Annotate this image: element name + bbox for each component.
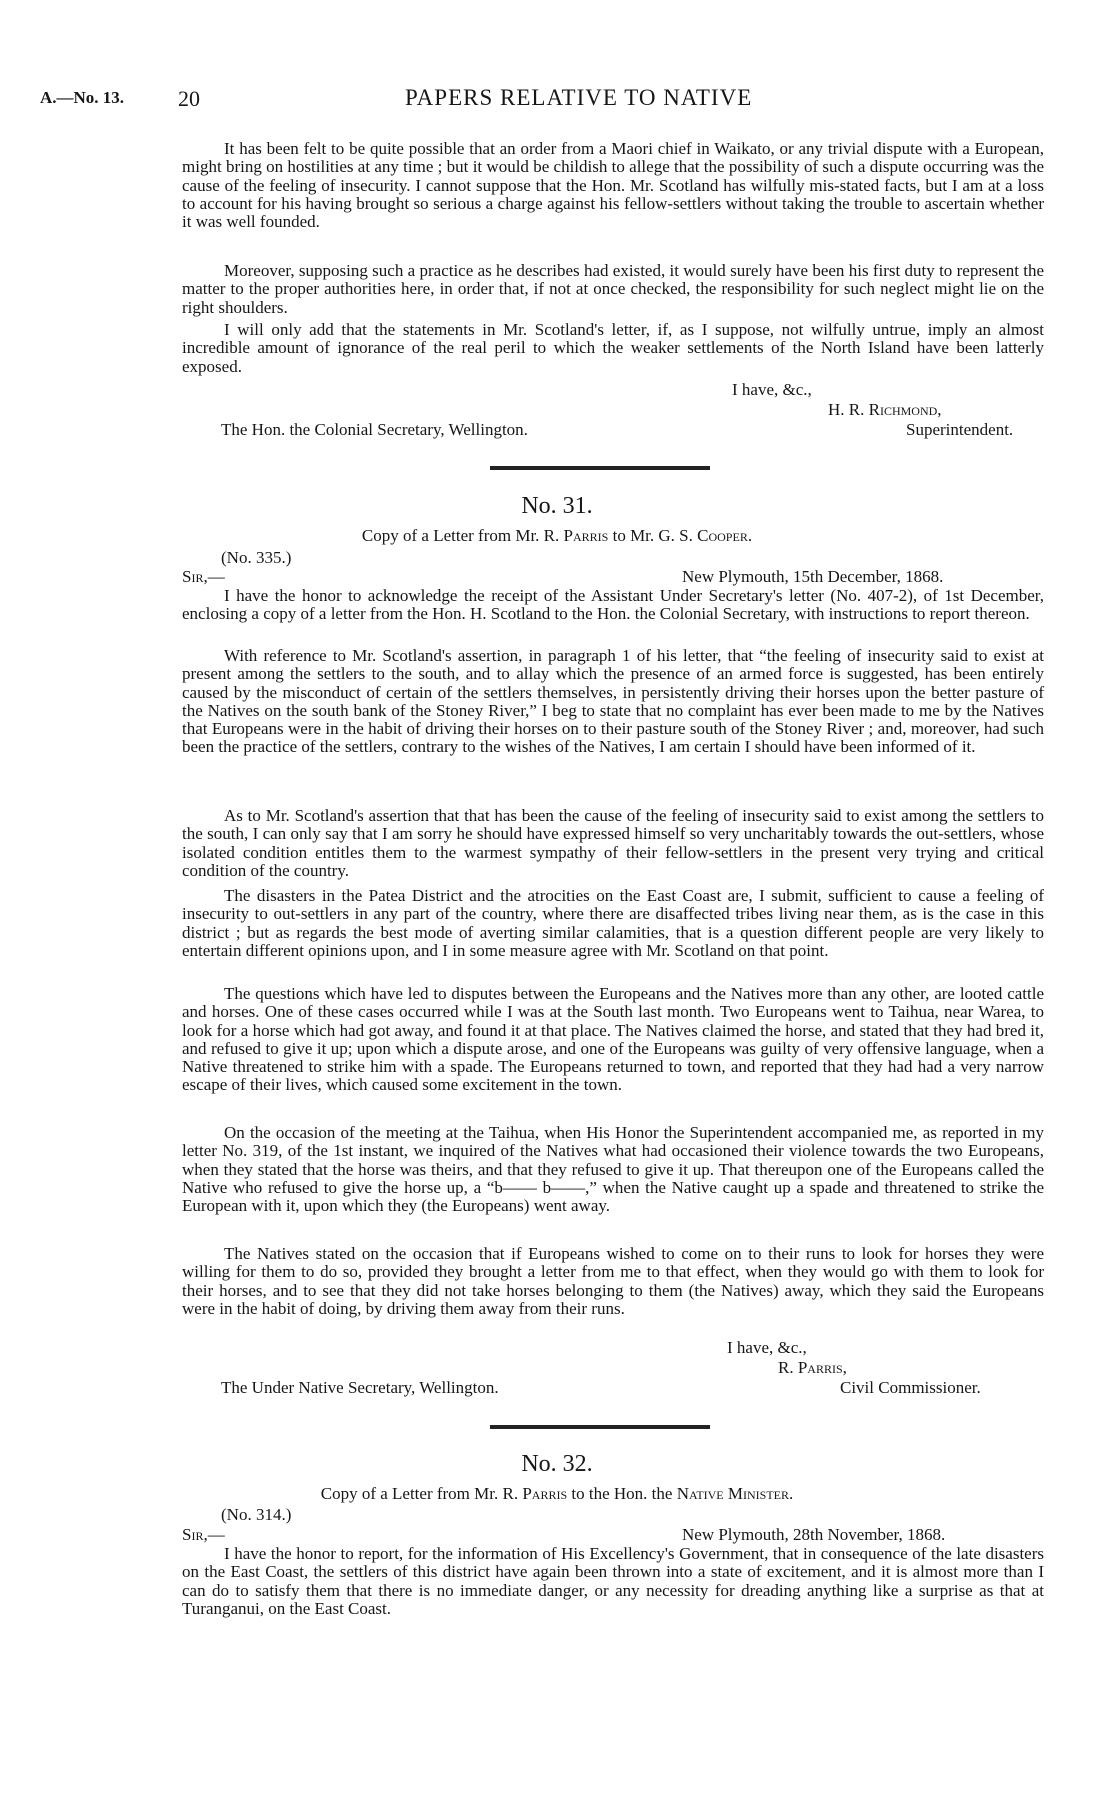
letter-32-number: No. 32.: [521, 1451, 593, 1477]
letter-30-paragraph-2: Moreover, supposing such a practice as he describes had existed, it would surely have been his first duty to represent the matter to the proper authorities here, in order that, if not at once checked, the responsibility for such neglect might lie on the right shoulders.: [182, 261, 1044, 317]
letter-31-addressee: The Under Native Secretary, Wellington.: [221, 1378, 499, 1397]
letter-31-paragraph-1: I have the honor to acknowledge the receipt of the Assistant Under Secretary's letter (No. 407-2), of 1st December, enclosing a copy of a letter from the Hon. H. Scotland to the Hon. the Colonial Secretary, with instructions to report thereon.: [182, 586, 1044, 624]
letter-30-paragraph-1: It has been felt to be quite possible that an order from a Maori chief in Waikato, or any trivial dispute with a European, might bring on hostilities at any time ; but it would be childish to allege that the possibility of such a dispute occurring was the cause of the feeling of insecurity. I cannot suppose that the Hon. Mr. Scotland has wilfully mis-stated facts, but I am at a loss to account for his having brought so serious a charge against his fellow-settlers without taking the trouble to ascertain whether it was well founded.: [182, 139, 1044, 232]
letter-31-recipient: Cooper.: [697, 526, 753, 545]
letter-31-paragraph-2: With reference to Mr. Scotland's assertion, in paragraph 1 of his letter, that “the feeling of insecurity said to exist at present among the settlers to the south, and to allay which the presence of an armed force is suggested, has been entirely caused by the misconduct of certain of the settlers themselves, in persistently driving their horses upon the better pasture of the Natives on the south bank of the Stoney River,” I beg to state that no complaint has ever been made to me by the Natives that Europeans were in the habit of driving their horses on to their pasture south of the Stoney River ; and, moreover, had such been the practice of the settlers, contrary to the wishes of the Natives, I am certain I should have been informed of it.: [182, 646, 1044, 757]
letter-31-ref: (No. 335.): [221, 548, 292, 567]
letter-30-addressee: The Hon. the Colonial Secretary, Wellington.: [221, 420, 528, 439]
letter-31-number: No. 31.: [521, 493, 593, 519]
letter-30-closing: I have, &c.,: [732, 380, 812, 399]
letter-31-paragraph-4: The disasters in the Patea District and the atrocities on the East Coast are, I submit, sufficient to cause a feeling of insecurity to out-settlers in any part of the country, where there are disaffected tribes living near them, as is the case in this district ; but as regards the best mode of averting similar calamities, that is a question different people are very likely to entertain different opinions upon, and I in some measure agree with Mr. Scotland on that point.: [182, 886, 1044, 960]
running-header: [40, 85, 1074, 118]
letter-32-paragraph-1: I have the honor to report, for the information of His Excellency's Government, that in consequence of the late disasters on the East Coast, the settlers of this district have again been thrown into a state of excitement, and it is almost more than I can do to satisfy them that there is no immediate danger, or any necessity for dreading anything like a surprise as that at Turanganui, on the East Coast.: [182, 1544, 1044, 1618]
letter-31-paragraph-7: The Natives stated on the occasion that if Europeans wished to come on to their runs to look for horses they were willing for them to do so, provided they brought a letter from me to that effect, when they would go with them to look for their horses, and to see that they did not take horses belonging to them (the Natives) away, which they said the Europeans were in the habit of doing, by driving them away from their runs.: [182, 1244, 1044, 1318]
header-ref: A.—No. 13.: [40, 88, 125, 107]
letter-32-place-date: New Plymouth, 28th November, 1868.: [682, 1525, 946, 1544]
letter-32-subtitle-prefix: Copy of a Letter from Mr. R.: [320, 1484, 519, 1503]
letter-32-subtitle-mid: to the Hon. the: [571, 1484, 673, 1503]
letter-31-closing: I have, &c.,: [727, 1338, 807, 1357]
letter-31-signatory-title: Civil Commissioner.: [840, 1378, 981, 1397]
letter-31-signatory-name: R. Parris,: [778, 1358, 847, 1377]
letter-32-salutation: Sir,—: [182, 1525, 225, 1544]
section-divider: [490, 466, 710, 470]
letter-31-signatory: [778, 1358, 847, 1377]
letter-31-paragraph-6: On the occasion of the meeting at the Taihua, when His Honor the Superintendent accompanied me, as reported in my letter No. 319, of the 1st instant, we inquired of the Natives what had occasioned their violence towards the two Europeans, when they stated that the horse was theirs, and that they refused to give it up. That thereupon one of the Europeans called the Native who refused to give the horse up, a “b—— b——,” when the Native caught up a spade and threatened to strike the European with it, upon which they (the Europeans) went away.: [182, 1123, 1044, 1216]
page-number: 20: [178, 86, 200, 111]
running-title: PAPERS RELATIVE TO NATIVE: [405, 85, 753, 110]
letter-31-sender: Parris: [563, 526, 609, 545]
letter-31-subtitle: [0, 526, 1114, 546]
letter-31-salutation: Sir,—: [182, 567, 225, 586]
letter-30-signatory-title: Superintendent.: [906, 420, 1014, 439]
letter-32-sender: Parris: [522, 1484, 568, 1503]
letter-31-subtitle-mid: to Mr. G. S.: [612, 526, 693, 545]
letter-31-paragraph-3: As to Mr. Scotland's assertion that that has been the cause of the feeling of insecurity said to exist among the settlers to the south, I can only say that I am sorry he should have expressed himself so very uncharitably towards the out-settlers, whose isolated condition entitles them to the warmest sympathy of their fellow-settlers in the present very trying and critical condition of the country.: [182, 806, 1044, 880]
letter-32-subtitle: [0, 1484, 1114, 1504]
letter-31-subtitle-prefix: Copy of a Letter from Mr. R.: [361, 526, 560, 545]
letter-32-recipient: Native Minister.: [676, 1484, 794, 1503]
letter-31-place-date: New Plymouth, 15th December, 1868.: [682, 567, 944, 586]
letter-30-signatory-name: H. R. Richmond,: [828, 400, 942, 419]
letter-30-signatory: [828, 400, 942, 419]
letter-32-ref: (No. 314.): [221, 1505, 292, 1524]
letter-31-paragraph-5: The questions which have led to disputes between the Europeans and the Natives more than any other, are looted cattle and horses. One of these cases occurred while I was at the South last month. Two Europeans went to Taihua, near Warea, to look for a horse which had got away, and found it at that place. The Natives claimed the horse, and stated that they had bred it, and refused to give it up; upon which a dispute arose, and one of the Europeans was guilty of very offensive language, when a Native threatened to strike him with a spade. The Europeans returned to town, and reported that they had had a very narrow escape of their lives, which caused some excitement in the town.: [182, 984, 1044, 1095]
section-divider-2: [490, 1425, 710, 1429]
letter-30-paragraph-3: I will only add that the statements in Mr. Scotland's letter, if, as I suppose, not wilfully untrue, imply an almost incredible amount of ignorance of the real peril to which the weaker settlements of the North Island have been latterly exposed.: [182, 320, 1044, 376]
